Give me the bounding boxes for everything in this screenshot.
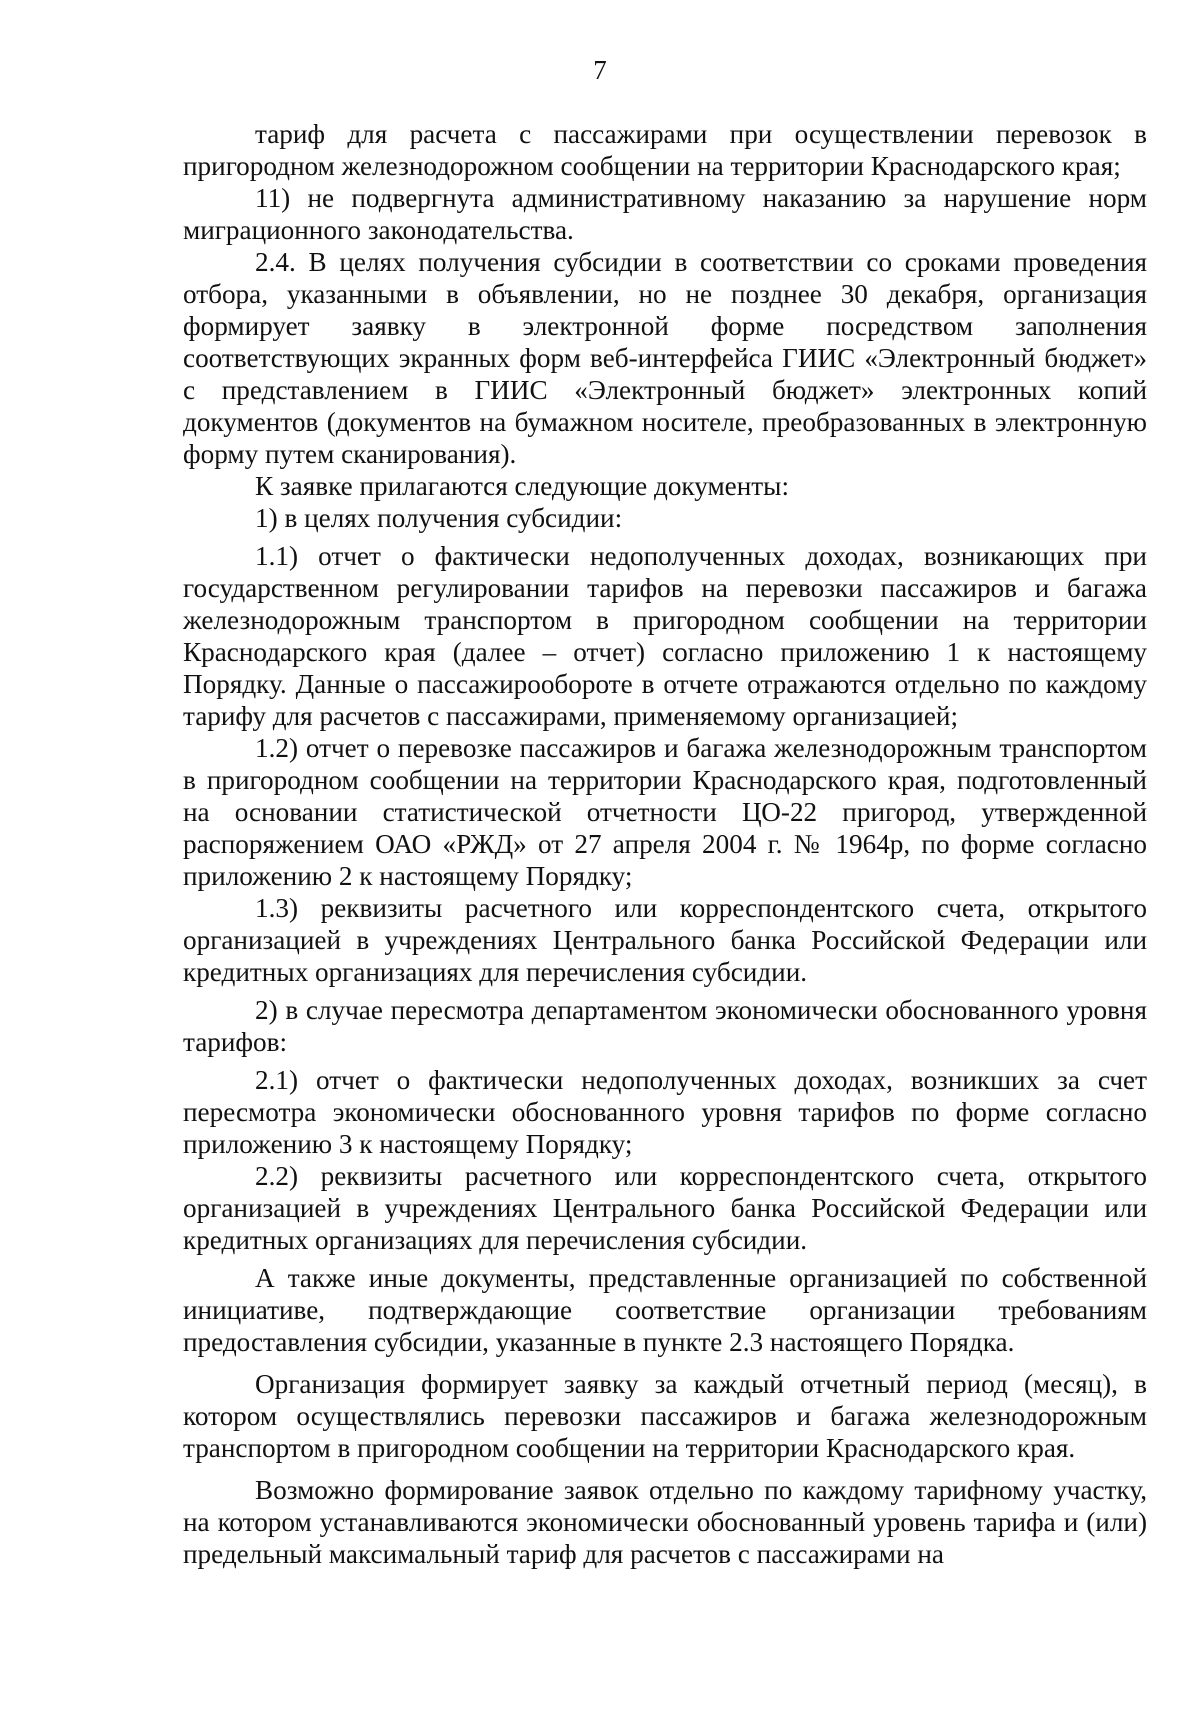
paragraph-item-1-2: 1.2) отчет о перевозке пассажиров и багажа железнодорожным транспортом в пригородном сообщении на территории Краснодарского края, подготовленный на основании статистической отчетности ЦО-22 пригород, утвержденной распоряжением ОАО «РЖД» от 27 апреля 2004 г. № 1964р, по форме согласно приложению 2 к настоящему Порядку; xyxy=(183,733,1147,891)
paragraph-section-2-4: 2.4. В целях получения субсидии в соответствии со сроками проведения отбора, указанными в объявлении, но не позднее 30 декабря, организация формирует заявку в электронной форме посредством заполнения соответствующих экранных форм веб-интерфейса ГИИС «Электронный бюджет» с представлением в ГИИС «Электронный бюджет» электронных копий документов (документов на бумажном носителе, преобразованных в электронную форму путем сканирования). xyxy=(183,247,1147,469)
paragraph-item-1-1: 1.1) отчет о фактически недополученных доходах, возникающих при государственном регулировании тарифов на перевозки пассажиров и багажа железнодорожным транспортом в пригородном сообщении на территории Краснодарского края (далее – отчет) согласно приложению 1 к настоящему Порядку. Данные о пассажирообороте в отчете отражаются отдельно по каждому тарифу для расчетов с пассажирами, применяемому организацией; xyxy=(183,541,1147,731)
paragraph-item-11: 11) не подвергнута административному наказанию за нарушение норм миграционного законодательства. xyxy=(183,183,1147,245)
paragraph-reporting-period: Организация формирует заявку за каждый отчетный период (месяц), в котором осуществлялись перевозки пассажиров и багажа железнодорожным транспортом в пригородном сообщении на территории Краснодарского края. xyxy=(183,1369,1147,1463)
page-number: 7 xyxy=(593,55,607,85)
paragraph-tariff-section: Возможно формирование заявок отдельно по каждому тарифному участку, на котором устанавливаются экономически обоснованный уровень тарифа и (или) предельный максимальный тариф для расчетов с пассажирами на xyxy=(183,1475,1147,1569)
document-body xyxy=(183,118,1147,1570)
paragraph-item-1: 1) в целях получения субсидии: xyxy=(255,503,623,533)
paragraph-item-1-3: 1.3) реквизиты расчетного или корреспондентского счета, открытого организацией в учреждениях Центрального банка Российской Федерации или кредитных организациях для перечисления субсидии. xyxy=(183,893,1147,987)
paragraph-item-2: 2) в случае пересмотра департаментом экономически обоснованного уровня тарифов: xyxy=(183,995,1147,1057)
paragraph-item-2-2: 2.2) реквизиты расчетного или корреспондентского счета, открытого организацией в учреждениях Центрального банка Российской Федерации или кредитных организациях для перечисления субсидии. xyxy=(183,1161,1147,1255)
paragraph-tariff-continuation: тариф для расчета с пассажирами при осуществлении перевозок в пригородном железнодорожном сообщении на территории Краснодарского края; xyxy=(183,119,1147,181)
paragraph-attached-documents: К заявке прилагаются следующие документы: xyxy=(255,471,789,501)
paragraph-other-documents: А также иные документы, представленные организацией по собственной инициативе, подтверждающие соответствие организации требованиям предоставления субсидии, указанные в пункте 2.3 настоящего Порядка. xyxy=(183,1263,1147,1357)
paragraph-item-2-1: 2.1) отчет о фактически недополученных доходах, возникших за счет пересмотра экономически обоснованного уровня тарифов по форме согласно приложению 3 к настоящему Порядку; xyxy=(183,1065,1147,1159)
